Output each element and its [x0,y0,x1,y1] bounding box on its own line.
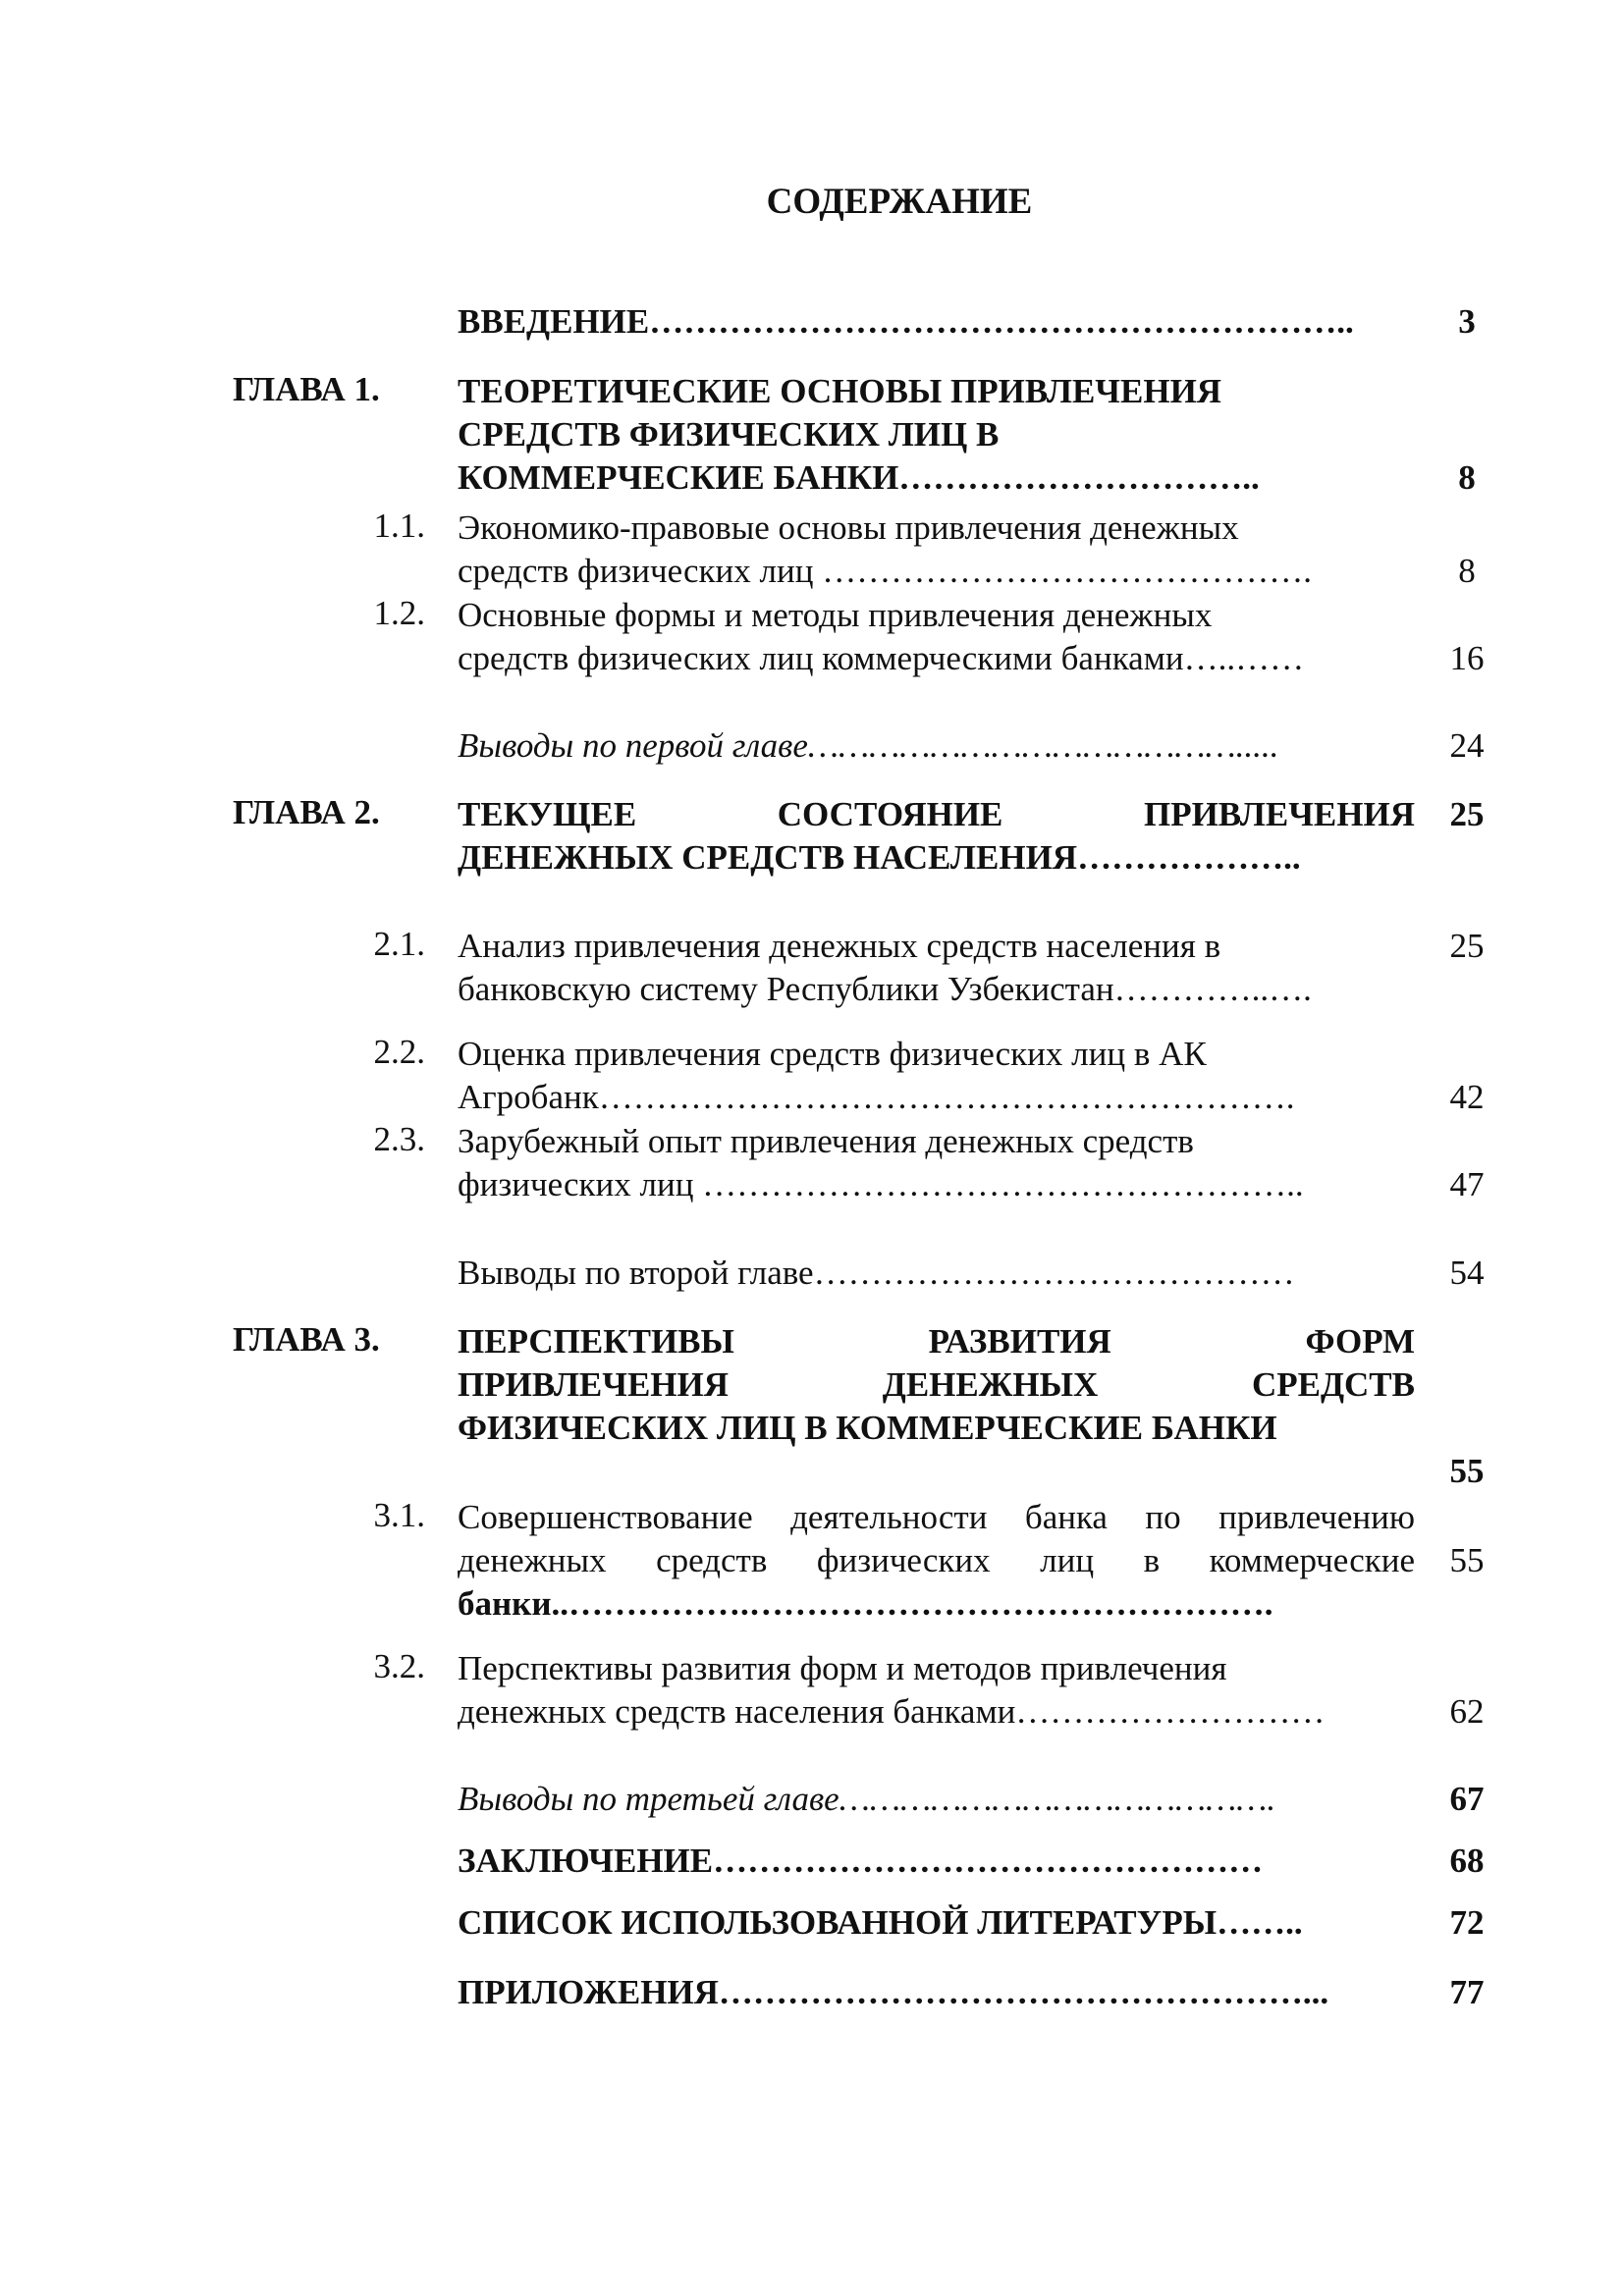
toc-entry-text [458,1647,1415,1734]
page-title-wrap [0,181,1624,223]
toc-entry-line: Зарубежный опыт привлечения денежных средств [458,1122,1194,1160]
toc-entry-line: Выводы по третьей главе……………………………………. [458,1780,1276,1818]
toc-entry-line: Агробанк……………………………………………………. [458,1078,1295,1116]
toc-entry-line: Основные формы и методы привлечения денежных [458,596,1213,634]
toc-entry-line: Анализ привлечения денежных средств населения в [458,927,1221,965]
toc-entry-line: Совершенствование деятельности банка по привлечению [458,1498,1415,1536]
toc-entry-line: денежных средств населения банками……………………… [458,1692,1326,1731]
toc-entry-line: ФИЗИЧЕСКИХ ЛИЦ В КОММЕРЧЕСКИЕ БАНКИ [458,1409,1277,1447]
toc-entry-page: 25 [1449,927,1485,965]
toc-entry-page: 54 [1449,1254,1485,1292]
toc-entry-page: 55 [1449,1541,1485,1579]
toc-entry-text [458,1252,1415,1295]
toc-entry-page: 67 [1449,1780,1485,1818]
toc-entry-line: ПРИЛОЖЕНИЯ……………………………………………... [458,1973,1329,2011]
toc-entry-page: 77 [1449,1973,1485,2011]
toc-entry-text [458,1840,1415,1883]
toc-entry-line: ТЕКУЩЕЕ СОСТОЯНИЕ ПРИВЛЕЧЕНИЯ [458,795,1415,833]
toc-section-number: 1.2. [373,594,425,632]
toc-entry-line: Перспективы развития форм и методов привлечения [458,1649,1227,1687]
toc-entry-text [458,1320,1415,1450]
toc-entry-line: денежных средств физических лиц в коммерческие [458,1541,1415,1579]
toc-entry-text [458,507,1415,593]
toc-entry-text [458,594,1415,680]
toc-section-number: 2.2. [373,1033,425,1071]
toc-entry-line: Выводы по первой главе……………………………………..... [458,726,1279,765]
toc-entry-line: Экономико-правовые основы привлечения денежных [458,508,1239,547]
toc-section-number: 1.1. [373,507,425,545]
toc-entry-line: банки..…………….………………………………………. [458,1584,1273,1623]
toc-entry-line: банковскую систему Республики Узбекистан…………..…. [458,970,1312,1008]
toc-entry-page: 3 [1458,302,1476,341]
toc-entry-page: 47 [1449,1165,1485,1203]
toc-entry-text [458,1901,1415,1945]
toc-entry-line: КОММЕРЧЕСКИЕ БАНКИ………………………….. [458,458,1260,497]
toc-entry-page: 24 [1449,726,1485,765]
toc-entry-line: СПИСОК ИСПОЛЬЗОВАННОЙ ЛИТЕРАТУРЫ…….. [458,1903,1303,1942]
toc-section-number: 3.2. [373,1647,425,1685]
toc-entry-page: 25 [1449,795,1485,833]
toc-entry-page: 62 [1449,1692,1485,1731]
toc-entry-line: Выводы по второй главе…………………………………… [458,1254,1295,1292]
toc-section-number: 3.1. [373,1496,425,1534]
toc-entry-text [458,724,1415,768]
toc-entry-text [458,1120,1415,1206]
toc-chapter-label: ГЛАВА 3. [233,1320,380,1359]
toc-entry-text [458,1496,1415,1626]
toc-entry-text [458,925,1415,1011]
toc-entry-line: ПРИВЛЕЧЕНИЯ ДЕНЕЖНЫХ СРЕДСТВ [458,1365,1415,1404]
toc-entry-text [458,1033,1415,1119]
toc-entry-page: 72 [1449,1903,1485,1942]
toc-entry-page: 8 [1458,458,1476,497]
toc-entry-text [458,793,1415,880]
toc-entry-line: средств физических лиц ……………………………………. [458,552,1312,590]
toc-entry-line: средств физических лиц коммерческими банками…..…… [458,639,1305,677]
toc-entry-line: Оценка привлечения средств физических лиц в АК [458,1035,1207,1073]
toc-entry-text [458,1971,1415,2014]
toc-entry-line: ВВЕДЕНИЕ…………………………………………………….. [458,302,1354,341]
toc-entry-line: ДЕНЕЖНЫХ СРЕДСТВ НАСЕЛЕНИЯ……………….. [458,838,1301,877]
toc-entry-page: 42 [1449,1078,1485,1116]
toc-entry-line: СРЕДСТВ ФИЗИЧЕСКИХ ЛИЦ В [458,415,1000,454]
toc-chapter-label: ГЛАВА 1. [233,370,380,408]
toc-entry-page: 68 [1449,1842,1485,1880]
toc-entry-text [458,1778,1415,1821]
toc-entry-line: ЗАКЛЮЧЕНИЕ………………………………………… [458,1842,1264,1880]
toc-entry-text [458,370,1415,500]
toc-entry-page: 55 [1449,1452,1485,1490]
toc-chapter-label: ГЛАВА 2. [233,793,380,831]
toc-entry-text [458,300,1415,344]
toc-entry-page: 8 [1458,552,1476,590]
toc-entry-line: ТЕОРЕТИЧЕСКИЕ ОСНОВЫ ПРИВЛЕЧЕНИЯ [458,372,1222,410]
toc-section-number: 2.3. [373,1120,425,1158]
toc-entry-line: физических лиц …………………………………………….. [458,1165,1304,1203]
page-title: СОДЕРЖАНИЕ [766,182,1033,222]
toc-entry-line: ПЕРСПЕКТИВЫ РАЗВИТИЯ ФОРМ [458,1322,1415,1361]
toc-section-number: 2.1. [373,925,425,963]
toc-entry-page: 16 [1449,639,1485,677]
